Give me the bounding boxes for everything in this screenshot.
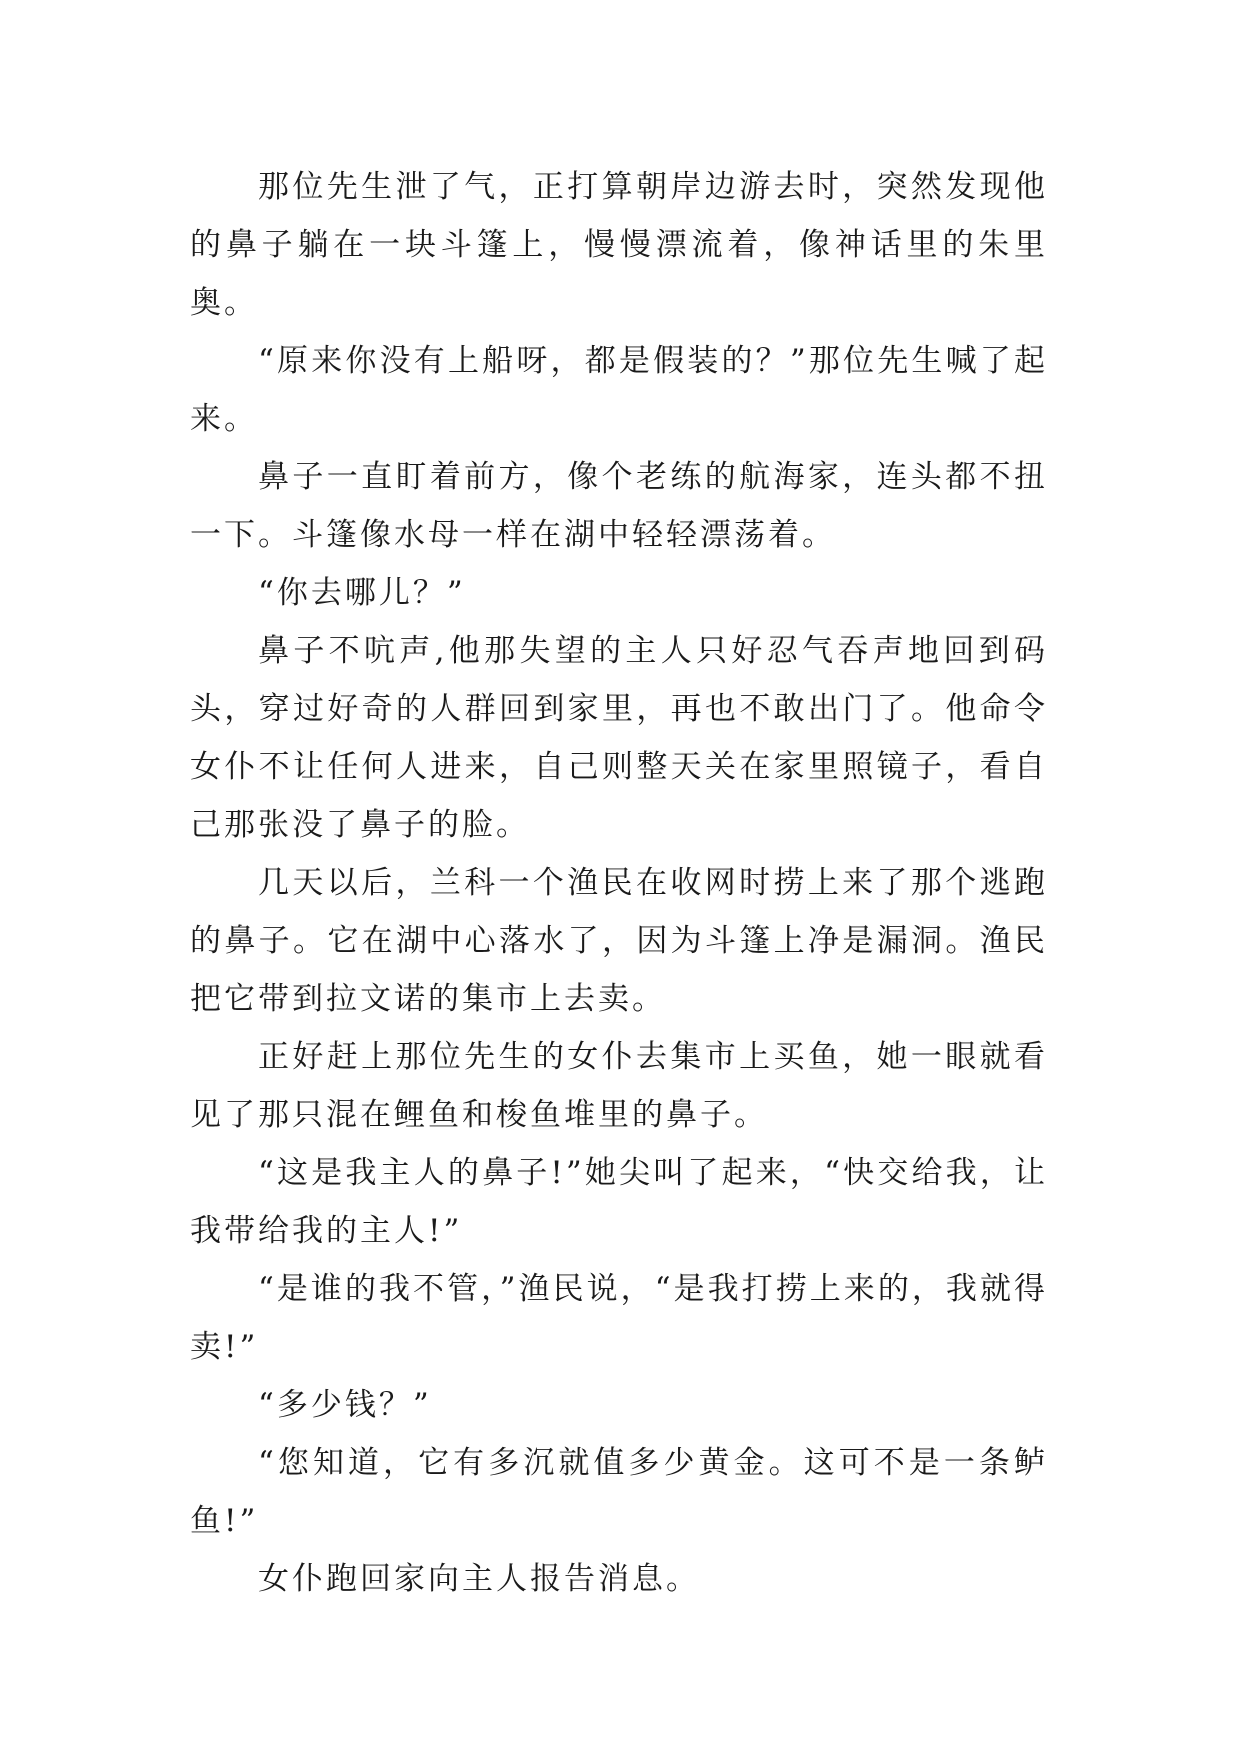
paragraph: 鼻子一直盯着前方，像个老练的航海家，连头都不扭一下。斗篷像水母一样在湖中轻轻漂荡着。 — [190, 459, 1048, 553]
story-text — [190, 158, 1048, 1608]
paragraph: 正好赶上那位先生的女仆去集市上买鱼，她一眼就看见了那只混在鲤鱼和梭鱼堆里的鼻子。 — [190, 1039, 1048, 1133]
paragraph: “这是我主人的鼻子!”她尖叫了起来，“快交给我，让我带给我的主人!” — [190, 1155, 1048, 1249]
paragraph: “原来你没有上船呀，都是假装的？”那位先生喊了起来。 — [190, 343, 1048, 437]
paragraph: “您知道，它有多沉就值多少黄金。这可不是一条鲈鱼!” — [190, 1445, 1048, 1539]
paragraph: “你去哪儿？” — [258, 575, 466, 611]
paragraph: “是谁的我不管，”渔民说，“是我打捞上来的，我就得卖!” — [190, 1271, 1048, 1365]
paragraph: 几天以后，兰科一个渔民在收网时捞上来了那个逃跑的鼻子。它在湖中心落水了，因为斗篷上净是漏洞。渔民把它带到拉文诺的集市上去卖。 — [190, 865, 1048, 1017]
paragraph: 女仆跑回家向主人报告消息。 — [258, 1561, 700, 1597]
paragraph: 那位先生泄了气，正打算朝岸边游去时，突然发现他的鼻子躺在一块斗篷上，慢慢漂流着，像神话里的朱里奥。 — [190, 169, 1048, 321]
paragraph: “多少钱？” — [258, 1387, 432, 1423]
paragraph: 鼻子不吭声,他那失望的主人只好忍气吞声地回到码头，穿过好奇的人群回到家里，再也不敢出门了。他命令女仆不让任何人进来，自己则整天关在家里照镜子，看自己那张没了鼻子的脸。 — [190, 633, 1048, 843]
